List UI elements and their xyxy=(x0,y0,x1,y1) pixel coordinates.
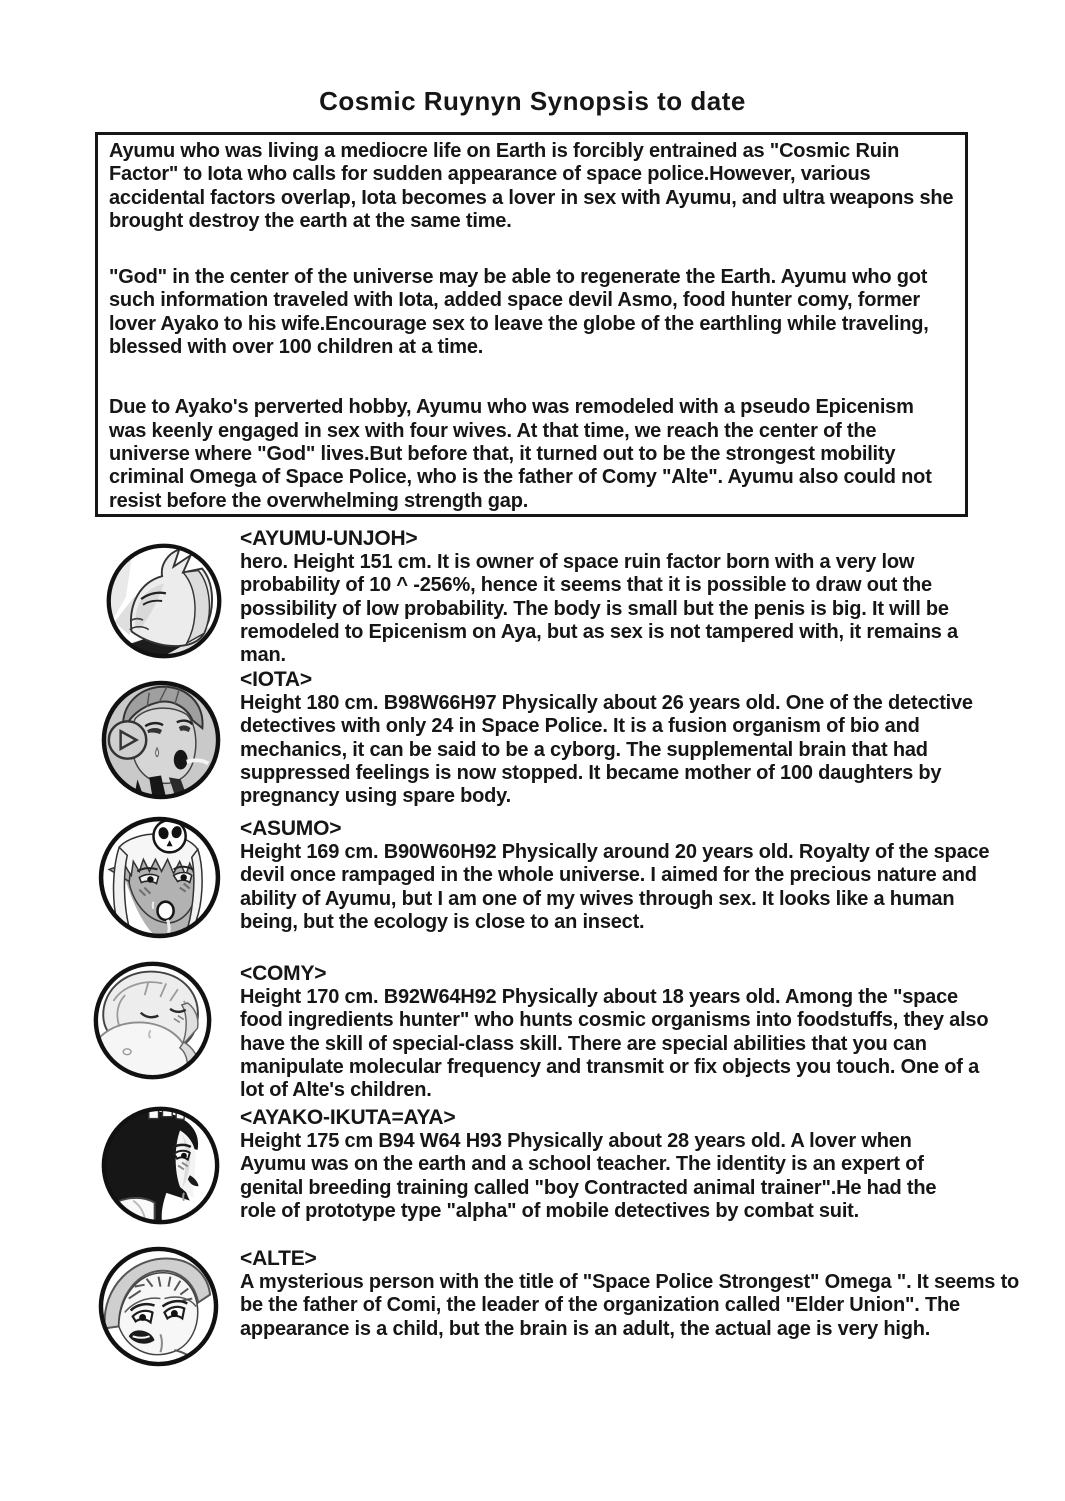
comy-portrait xyxy=(90,958,215,1083)
character-name-iota: <IOTA> xyxy=(240,668,312,691)
page-title: Cosmic Ruynyn Synopsis to date xyxy=(319,86,746,116)
character-text-comy xyxy=(240,962,1065,1102)
character-name-ayako: <AYAKO-IKUTA=AYA> xyxy=(240,1106,456,1129)
iota-face-icon xyxy=(98,677,224,803)
asumo-face-icon xyxy=(95,813,224,942)
character-description-alte: A mysterious person with the title of "Space Police Strongest" Omega ". It seems to be the father of Comi, the leader of the organization called "Elder Union". The appearance is a child, but the brain is an adult, the actual age is very high. xyxy=(240,1271,1020,1340)
alte-face-icon xyxy=(95,1243,222,1370)
character-description-comy: Height 170 cm. B92W64H92 Physically about 18 years old. Among the "space food ingredients hunter" who hunts cosmic organisms into foodstuffs, they also have the skill of special-class skill. There are special abilities that you can manipulate molecular frequency and transmit or fix objects you touch. One of a lot of Alte's children. xyxy=(240,986,989,1102)
character-description-ayako: Height 175 cm B94 W64 H93 Physically about 28 years old. A lover when Ayumu was on the earth and a school teacher. The identity is an expert of genital breeding training called "boy Contracted animal trainer".He had the role of prototype type "alpha" of mobile detectives by combat suit. xyxy=(240,1130,937,1222)
character-text-ayako xyxy=(240,1106,1065,1223)
character-name-alte: <ALTE> xyxy=(240,1247,317,1270)
ayumu-face-icon xyxy=(103,540,225,662)
comy-face-icon xyxy=(90,958,215,1083)
character-description-ayumu: hero. Height 151 cm. It is owner of space ruin factor born with a very low probability of 10 ^ -256%, hence it seems that it is possible to draw out the possibility of low probability. The body is small but the penis is big. It will be remodeled to Epicenism on Aya, but as sex is not tampered with, it remains a man. xyxy=(240,551,958,667)
character-section-ayako xyxy=(0,1106,1065,1223)
iota-portrait xyxy=(98,677,224,803)
character-description-iota: Height 180 cm. B98W66H97 Physically about 26 years old. One of the detective detectives with only 24 in Space Police. It is a fusion organism of bio and mechanics, it can be said to be a cyborg. The supplemental brain that had suppressed feelings is now stopped. It became mother of 100 daughters by pregnancy using spare body. xyxy=(240,692,973,808)
synopsis-paragraph-2: "God" in the center of the universe may be able to regenerate the Earth. Ayumu who got such information traveled with Iota, added space devil Asmo, food hunter comy, former lover Ayako to his wife.Encourage sex to leave the globe of the earthling while traveling, blessed with over 100 children at a time. xyxy=(109,266,929,359)
character-text-asumo xyxy=(240,817,1065,934)
ayumu-portrait xyxy=(103,540,225,662)
character-description-asumo: Height 169 cm. B90W60H92 Physically around 20 years old. Royalty of the space devil once rampaged in the whole universe. I aimed for the precious nature and ability of Ayumu, but I am one of my wives through sex. It looks like a human being, but the ecology is close to an insect. xyxy=(240,841,990,933)
ayako-portrait xyxy=(98,1103,223,1228)
character-name-ayumu: <AYUMU-UNJOH> xyxy=(240,527,418,550)
character-text-alte xyxy=(240,1247,1065,1341)
character-section-asumo xyxy=(0,817,1065,934)
character-section-alte xyxy=(0,1247,1065,1341)
character-name-asumo: <ASUMO> xyxy=(240,817,342,840)
character-name-comy: <COMY> xyxy=(240,962,327,985)
alte-portrait xyxy=(95,1243,222,1370)
synopsis-paragraph-1: Ayumu who was living a mediocre life on Earth is forcibly entrained as "Cosmic Ruin Factor" to Iota who calls for sudden appearance of space police.However, various accidental factors overlap, Iota becomes a lover in sex with Ayumu, and ultra weapons she brought destroy the earth at the same time. xyxy=(109,140,954,232)
ayako-face-icon xyxy=(98,1103,223,1228)
character-section-iota xyxy=(0,668,1065,808)
character-section-ayumu xyxy=(0,527,1065,667)
synopsis-paragraph-3: Due to Ayako's perverted hobby, Ayumu who was remodeled with a pseudo Epicenism was keenly engaged in sex with four wives. At that time, we reach the center of the universe where "God" lives.But before that, it turned out to be the strongest mobility criminal Omega of Space Police, who is the father of Comy "Alte". Ayumu also could not resist before the overwhelming strength gap. xyxy=(109,396,932,512)
character-section-comy xyxy=(0,962,1065,1102)
character-text-ayumu xyxy=(240,527,1065,667)
character-text-iota xyxy=(240,668,1065,808)
synopsis-box xyxy=(95,132,968,517)
asumo-portrait xyxy=(95,813,224,942)
